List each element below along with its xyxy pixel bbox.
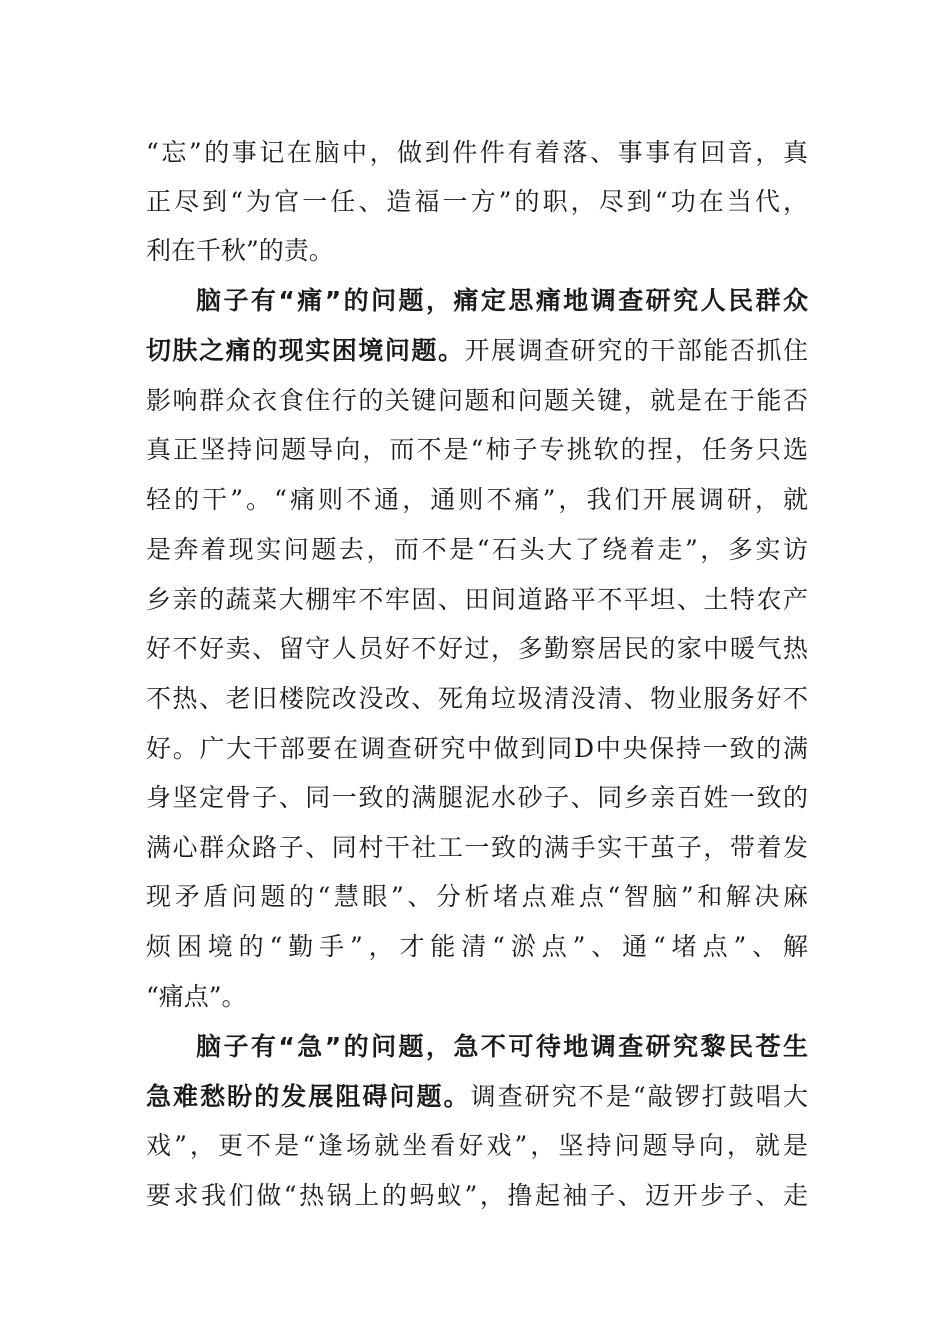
text-line: 满心群众路子、同村干社工一致的满手实干茧子，带着发	[146, 833, 808, 862]
text-line: 戏”，更不是“逢场就坐看好戏”，坚持问题导向，就是	[146, 1131, 808, 1160]
section-heading-end: 急难愁盼的发展阻碍问题。	[146, 1082, 471, 1111]
text-line: 乡亲的蔬菜大棚牢不牢固、田间道路平不平坦、土特农产	[146, 585, 808, 614]
section-heading-line: 脑子有“急”的问题，急不可待地调查研究黎民苍生	[196, 1032, 808, 1061]
text-line: 轻的干”。“痛则不通，通则不痛”，我们开展调研，就	[146, 485, 808, 514]
text-line: 身坚定骨子、同一致的满腿泥水砂子、同乡亲百姓一致的	[146, 783, 808, 812]
text-line: 不热、老旧楼院改没改、死角垃圾清没清、物业服务好不	[146, 684, 808, 713]
text-run: 调查研究不是“敲锣打鼓唱大	[470, 1082, 808, 1111]
text-line: 利在千秋”的责。	[146, 236, 334, 265]
text-line: 真正坚持问题导向，而不是“柿子专挑软的捏，任务只选	[146, 435, 808, 464]
text-line: 现矛盾问题的“慧眼”、分析堵点难点“智脑”和解决麻	[146, 882, 808, 911]
text-line	[146, 331, 808, 371]
text-run: 开展调查研究的干部能否抓住	[464, 336, 808, 365]
section-heading-line: 脑子有“痛”的问题，痛定思痛地调查研究人民群众	[196, 286, 808, 315]
text-line	[146, 1077, 808, 1117]
section-heading-end: 切肤之痛的现实困境问题。	[146, 336, 465, 365]
text-line: 好。广大干部要在调查研究中做到同D中央保持一致的满	[146, 734, 808, 763]
text-line: 烦困境的“勤手”，才能清“淤点”、通“堵点”、解	[146, 932, 808, 961]
text-line: 影响群众衣食住行的关键问题和问题关键，就是在于能否	[146, 386, 808, 415]
text-line: 要求我们做“热锅上的蚂蚁”，撸起袖子、迈开步子、走	[146, 1181, 808, 1210]
text-line: 正尽到“为官一任、造福一方”的职，尽到“功在当代，	[146, 187, 808, 216]
text-line: 好不好卖、留守人员好不好过，多勤察居民的家中暖气热	[146, 634, 808, 663]
text-line: “忘”的事记在脑中，做到件件有着落、事事有回音，真	[146, 138, 808, 167]
text-line: “痛点”。	[146, 982, 247, 1011]
text-line: 是奔着现实问题去，而不是“石头大了绕着走”，多实访	[146, 535, 808, 564]
